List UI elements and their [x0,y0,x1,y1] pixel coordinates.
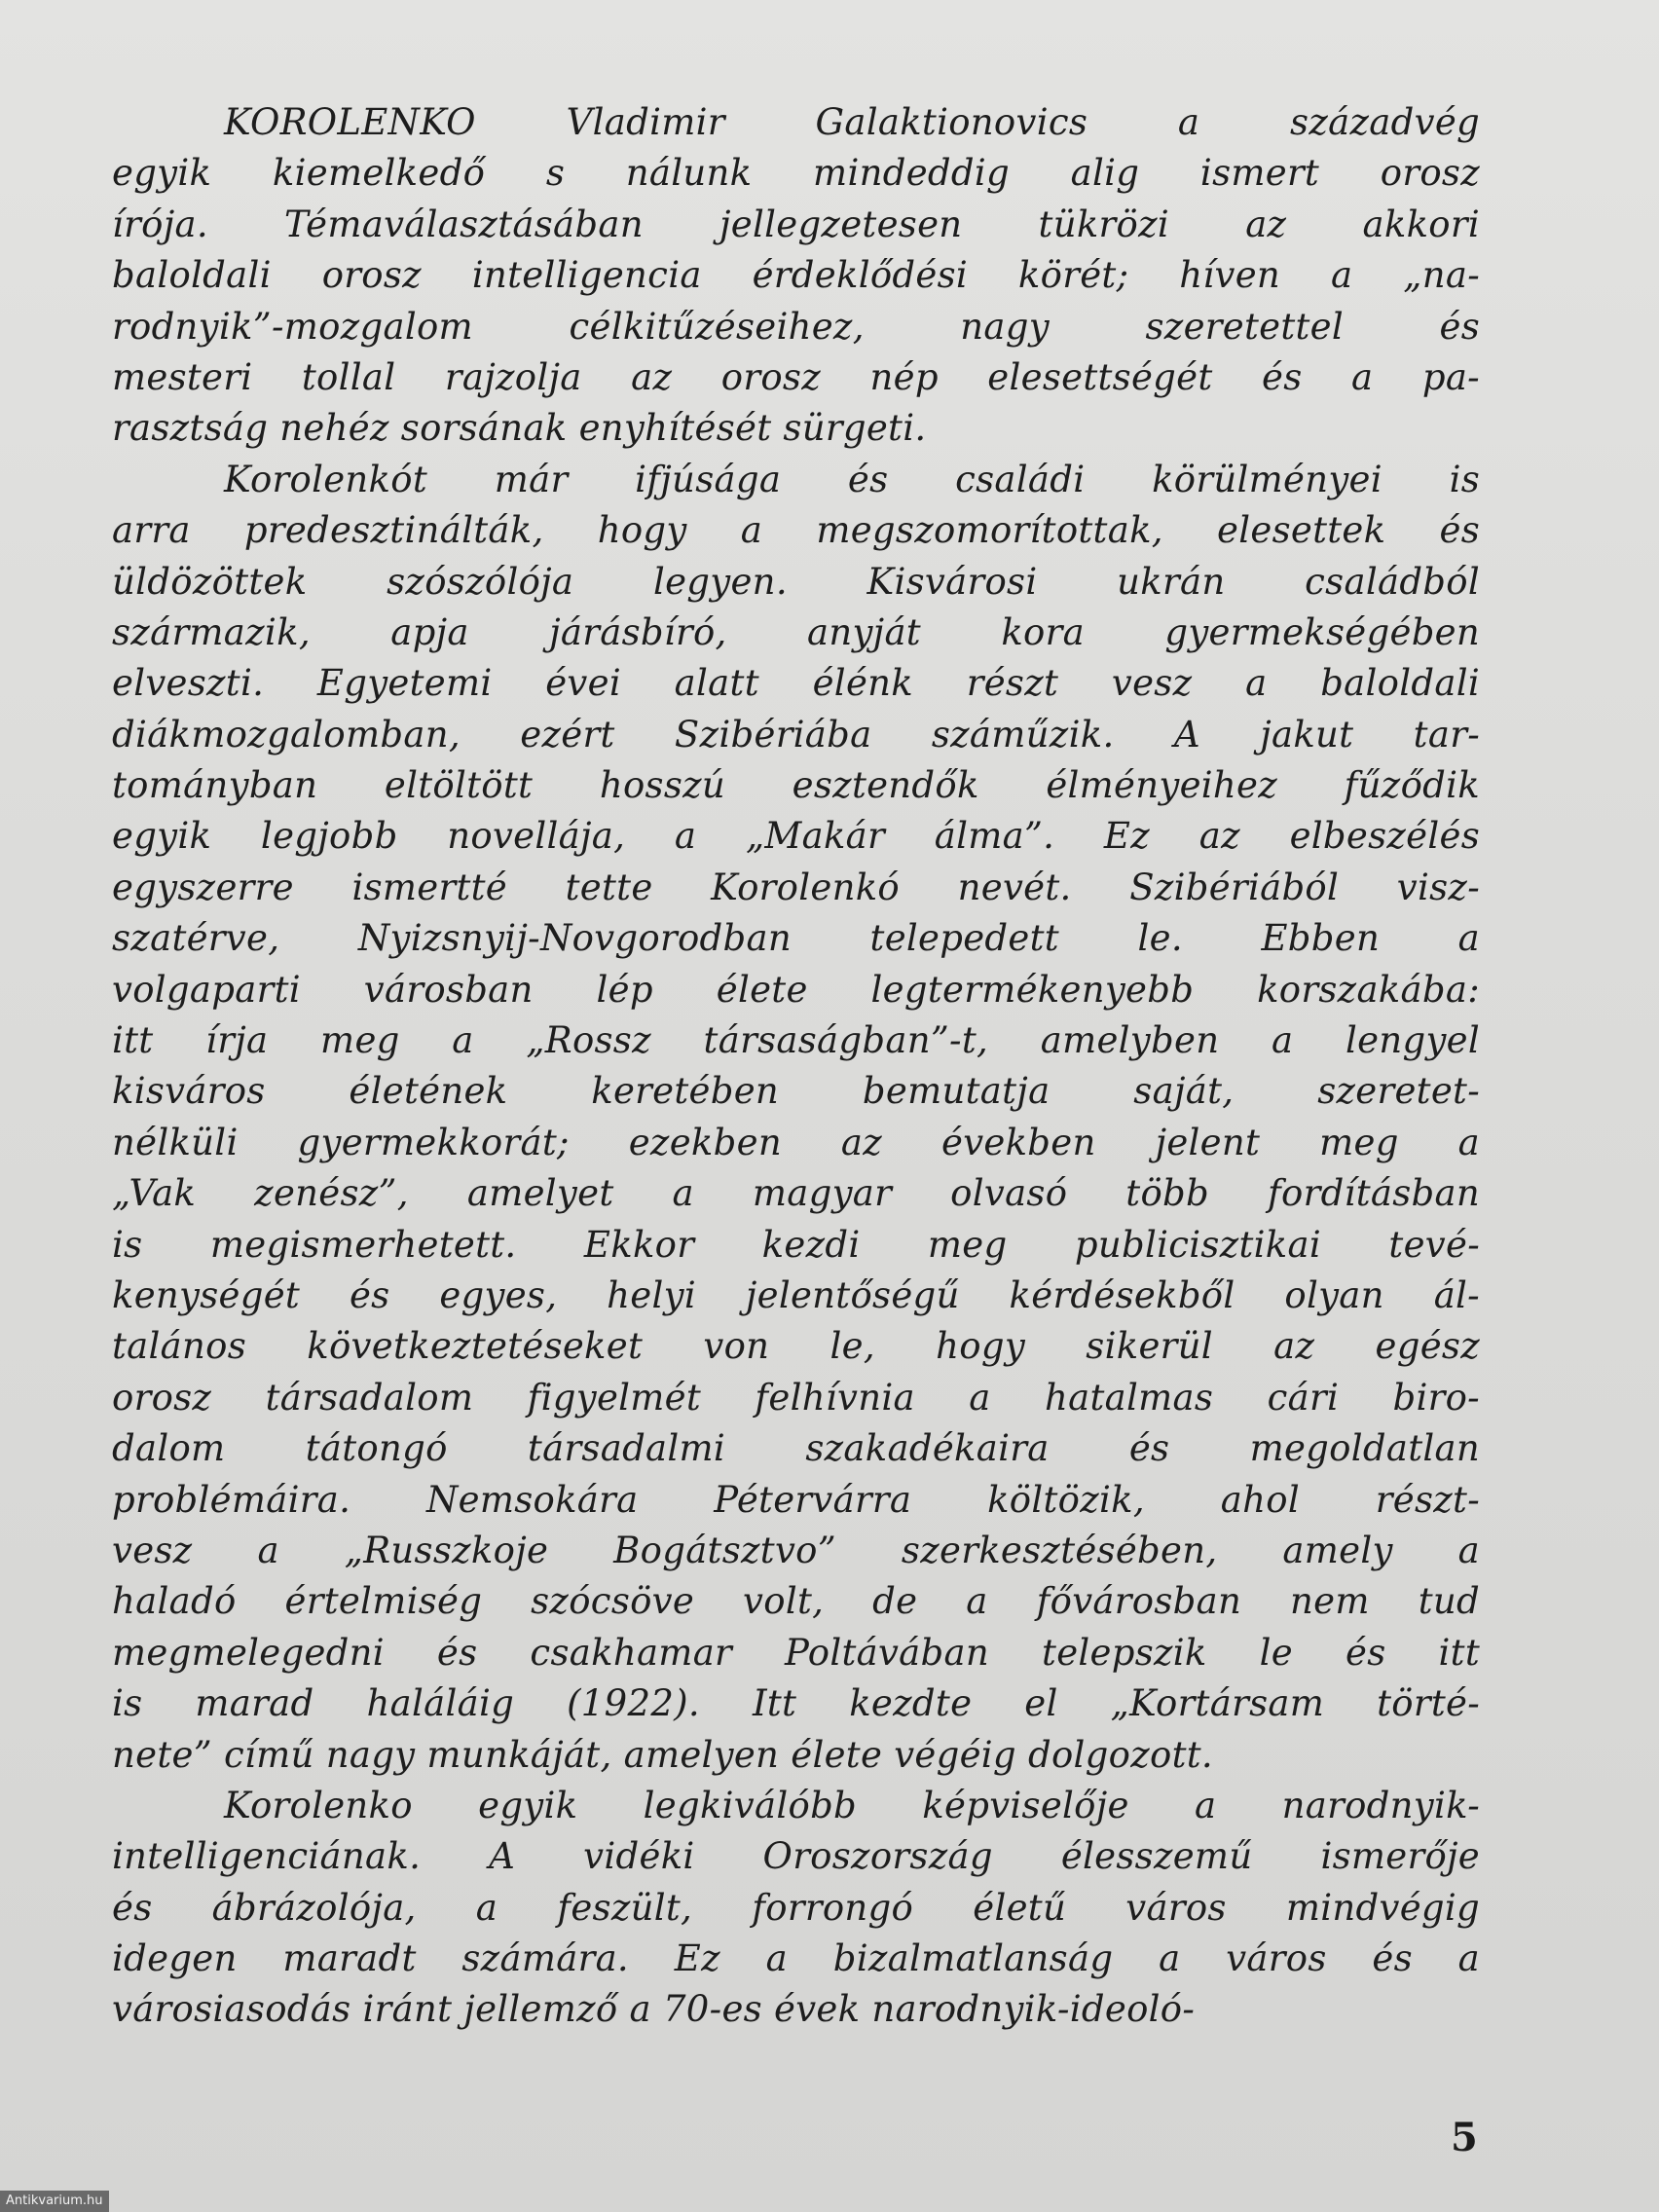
paragraph [112,97,1480,455]
text-line: problémáira. Nemsokára Pétervárra költözik, ahol részt- [112,1478,1480,1521]
text-line: KOROLENKO Vladimir Galaktionovics a századvég [224,101,1480,143]
text-line: szatérve, Nyizsnyij-Novgorodban telepedett le. Ebben a [112,917,1480,960]
text-line: kisváros életének keretében bemutatja saját, szeretet- [112,1070,1480,1113]
text-line: Korolenkót már ifjúsága és családi körülményei is [224,458,1480,500]
text-line: tományban eltöltött hosszú esztendők élményeihez fűződik [112,764,1480,807]
text-line: idegen maradt számára. Ez a bizalmatlanság a város és a [112,1937,1480,1980]
text-line: is megismerhetett. Ekkor kezdi meg publicisztikai tevé- [112,1223,1480,1266]
text-line: itt írja meg a „Rossz társaságban”-t, amelyben a lengyel [112,1019,1480,1062]
text-line: Korolenko egyik legkiválóbb képviselője a narodnyik- [224,1784,1480,1826]
text-line: vesz a „Russzkoje Bogátsztvo” szerkesztésében, amely a [112,1529,1480,1571]
text-line: nete” című nagy munkáját, amelyen élete végéig dolgozott. [112,1733,1213,1776]
text-line: volgaparti városban lép élete legtermékenyebb korszakába: [112,968,1480,1011]
body-text [112,97,1480,2036]
text-line: rasztság nehéz sorsának enyhítését sürgeti. [112,407,927,450]
text-line: megmelegedni és csakhamar Poltávában telepszik le és itt [112,1631,1480,1674]
text-line: diákmozgalomban, ezért Szibériába száműzik. A jakut tar- [112,713,1480,756]
text-line: városiasodás iránt jellemző a 70-es évek narodnyik-ideoló- [112,1988,1196,2031]
text-line: kenységét és egyes, helyi jelentőségű kérdésekből olyan ál- [112,1273,1480,1316]
text-line: orosz társadalom figyelmét felhívnia a hatalmas cári biro- [112,1376,1480,1419]
text-line: és ábrázolója, a feszült, forrongó életű város mindvégig [112,1886,1480,1929]
text-line: mesteri tollal rajzolja az orosz nép elesettségét és a pa- [112,355,1480,398]
text-line: egyik kiemelkedő s nálunk mindeddig alig ismert orosz [112,152,1480,195]
page-number: 5 [1451,2115,1478,2160]
paragraph [112,1781,1480,2036]
text-line: dalom tátongó társadalmi szakadékaira és megoldatlan [112,1427,1480,1470]
text-line: rodnyik”-mozgalom célkitűzéseihez, nagy szeretettel és [112,305,1480,348]
text-line: egyik legjobb novellája, a „Makár álma”. Ez az elbeszélés [112,815,1480,858]
text-line: „Vak zenész”, amelyet a magyar olvasó több fordításban [112,1172,1480,1215]
text-line: egyszerre ismertté tette Korolenkó nevét. Szibériából visz- [112,866,1480,908]
text-line: nélküli gyermekkorát; ezekben az években jelent meg a [112,1121,1480,1163]
text-line: talános következtetéseket von le, hogy sikerül az egész [112,1325,1480,1368]
text-line: írója. Témaválasztásában jellegzetesen tükrözi az akkori [112,203,1480,245]
watermark: Antikvarium.hu [0,2191,109,2212]
text-line: üldözöttek szószólója legyen. Kisvárosi ukrán családból [112,560,1480,603]
paragraph [112,455,1480,1781]
text-line: baloldali orosz intelligencia érdeklődési körét; híven a „na- [112,254,1480,297]
text-line: haladó értelmiség szócsöve volt, de a fővárosban nem tud [112,1580,1480,1623]
text-line: intelligenciának. A vidéki Oroszország élesszemű ismerője [112,1835,1480,1878]
text-line: arra predesztinálták, hogy a megszomorítottak, elesettek és [112,509,1480,552]
text-line: származik, apja járásbíró, anyját kora gyermekségében [112,610,1480,653]
text-line: elveszti. Egyetemi évei alatt élénk részt vesz a baloldali [112,662,1480,705]
text-line: is marad haláláig (1922). Itt kezdte el „Kortársam törté- [112,1682,1480,1725]
